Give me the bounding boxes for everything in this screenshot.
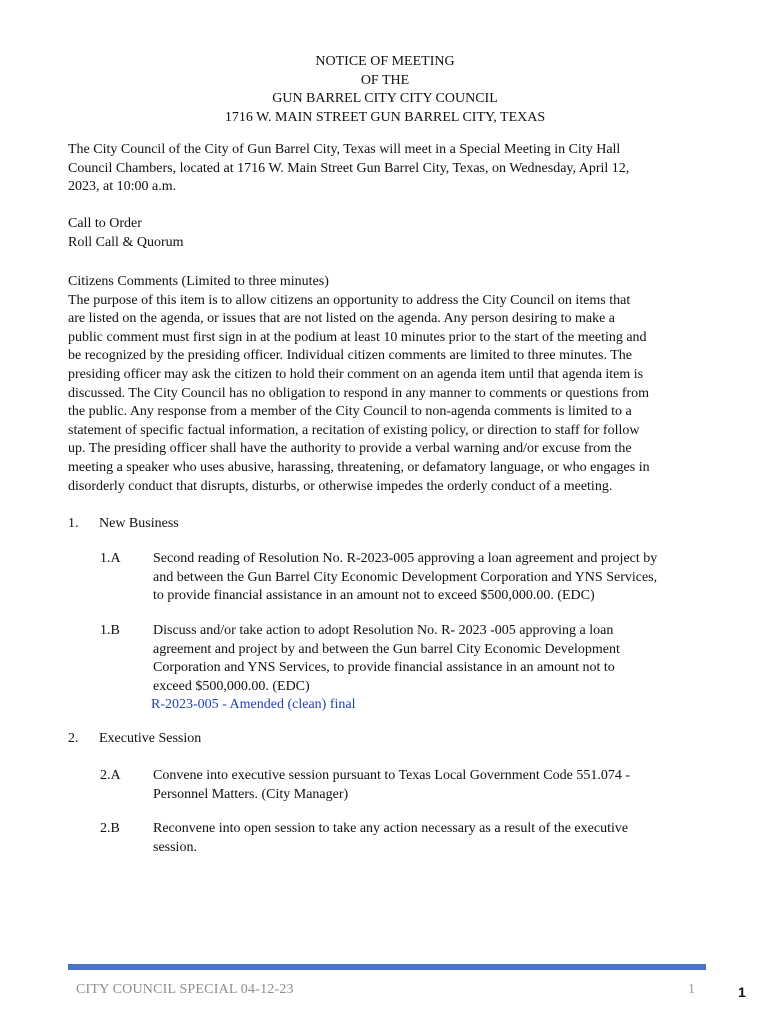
citizens-line: be recognized by the presiding officer. Individual citizen comments are limited to three minutes. The bbox=[68, 348, 632, 364]
opening-items bbox=[68, 215, 708, 252]
intro-line: 2023, at 10:00 a.m. bbox=[68, 179, 177, 195]
header-line: GUN BARREL CITY CITY COUNCIL bbox=[272, 91, 498, 107]
citizens-line: The purpose of this item is to allow citizens an opportunity to address the City Council on items that bbox=[68, 292, 631, 308]
item-text bbox=[153, 767, 713, 804]
citizens-line: the public. Any response from a member of the City Council to non-agenda comments is limited to a bbox=[68, 404, 632, 420]
citizens-line: are listed on the agenda, or issues that are not listed on the agenda. Any person desiring to make a bbox=[68, 311, 616, 327]
citizens-line: public comment must first sign in at the podium at least 10 minutes prior to the start of the meeting and bbox=[68, 329, 647, 345]
footer-rule bbox=[68, 964, 706, 970]
citizens-line: discussed. The City Council has no obligation to respond in any manner to comments or questions from bbox=[68, 385, 650, 401]
item-text bbox=[153, 550, 713, 606]
item-number: 2.A bbox=[100, 768, 121, 783]
item-line: Convene into executive session pursuant to Texas Local Government Code 551.074 - bbox=[153, 768, 630, 783]
item-line: exceed $500,000.00. (EDC) bbox=[153, 678, 310, 694]
citizens-line: presiding officer may ask the citizen to hold their comment on an agenda item until that agenda item is bbox=[68, 366, 644, 382]
meeting-notice-header bbox=[0, 53, 770, 127]
item-text bbox=[153, 820, 713, 857]
header-line: NOTICE OF MEETING bbox=[315, 54, 455, 69]
header-line: OF THE bbox=[360, 72, 410, 88]
footer-label: CITY COUNCIL SPECIAL 04-12-23 bbox=[76, 982, 294, 997]
item-line: Second reading of Resolution No. R-2023-005 approving a loan agreement and project by bbox=[153, 551, 658, 566]
item-line: Personnel Matters. (City Manager) bbox=[153, 786, 349, 802]
item-text bbox=[153, 622, 713, 715]
citizens-line: meeting a speaker who uses abusive, harassing, threatening, or defamatory language, or who engages in bbox=[68, 459, 650, 475]
item-line: Reconvene into open session to take any action necessary as a result of the executive bbox=[153, 821, 629, 836]
header-line: 1716 W. MAIN STREET GUN BARREL CITY, TEXAS bbox=[224, 109, 546, 125]
intro-line: The City Council of the City of Gun Barrel City, Texas will meet in a Special Meeting in City Hall bbox=[68, 142, 621, 157]
section-title: Executive Session bbox=[99, 731, 202, 746]
item-line: Discuss and/or take action to adopt Resolution No. R- 2023 -005 approving a loan bbox=[153, 623, 614, 638]
viewer-page-indicator: 1 bbox=[738, 984, 746, 1000]
intro-line: Council Chambers, located at 1716 W. Main Street Gun Barrel City, Texas, on Wednesday, April 12, bbox=[68, 160, 630, 176]
intro-paragraph bbox=[68, 141, 708, 197]
item-line: and between the Gun Barrel City Economic Development Corporation and YNS Services, bbox=[153, 569, 658, 585]
call-to-order: Call to Order bbox=[68, 216, 142, 231]
item-line: to provide financial assistance in an amount not to exceed $500,000.00. (EDC) bbox=[153, 588, 595, 604]
citizens-line: statement of specific factual information, a recitation of existing policy, or direction to staff for follow bbox=[68, 422, 640, 438]
footer-page-number: 1 bbox=[688, 982, 695, 997]
citizens-line: up. The presiding officer shall have the authority to provide a verbal warning and/or excuse from the bbox=[68, 441, 632, 457]
attachment-link[interactable]: R-2023-005 - Amended (clean) final bbox=[151, 697, 356, 713]
item-number: 1.B bbox=[100, 623, 120, 638]
section-title: New Business bbox=[99, 516, 179, 531]
roll-call: Roll Call & Quorum bbox=[68, 234, 184, 250]
item-line: Corporation and YNS Services, to provide financial assistance in an amount not to bbox=[153, 660, 615, 676]
citizens-line: disorderly conduct that disrupts, disturbs, or otherwise impedes the orderly conduct of a meeting. bbox=[68, 478, 613, 494]
item-line: session. bbox=[153, 839, 197, 855]
citizens-comments bbox=[68, 273, 708, 496]
item-number: 1.A bbox=[100, 551, 121, 566]
section-number: 2. bbox=[68, 731, 79, 746]
section-number: 1. bbox=[68, 516, 79, 531]
item-number: 2.B bbox=[100, 821, 120, 836]
citizens-heading: Citizens Comments (Limited to three minutes) bbox=[68, 274, 329, 289]
item-line: agreement and project by and between the Gun barrel City Economic Development bbox=[153, 641, 620, 657]
